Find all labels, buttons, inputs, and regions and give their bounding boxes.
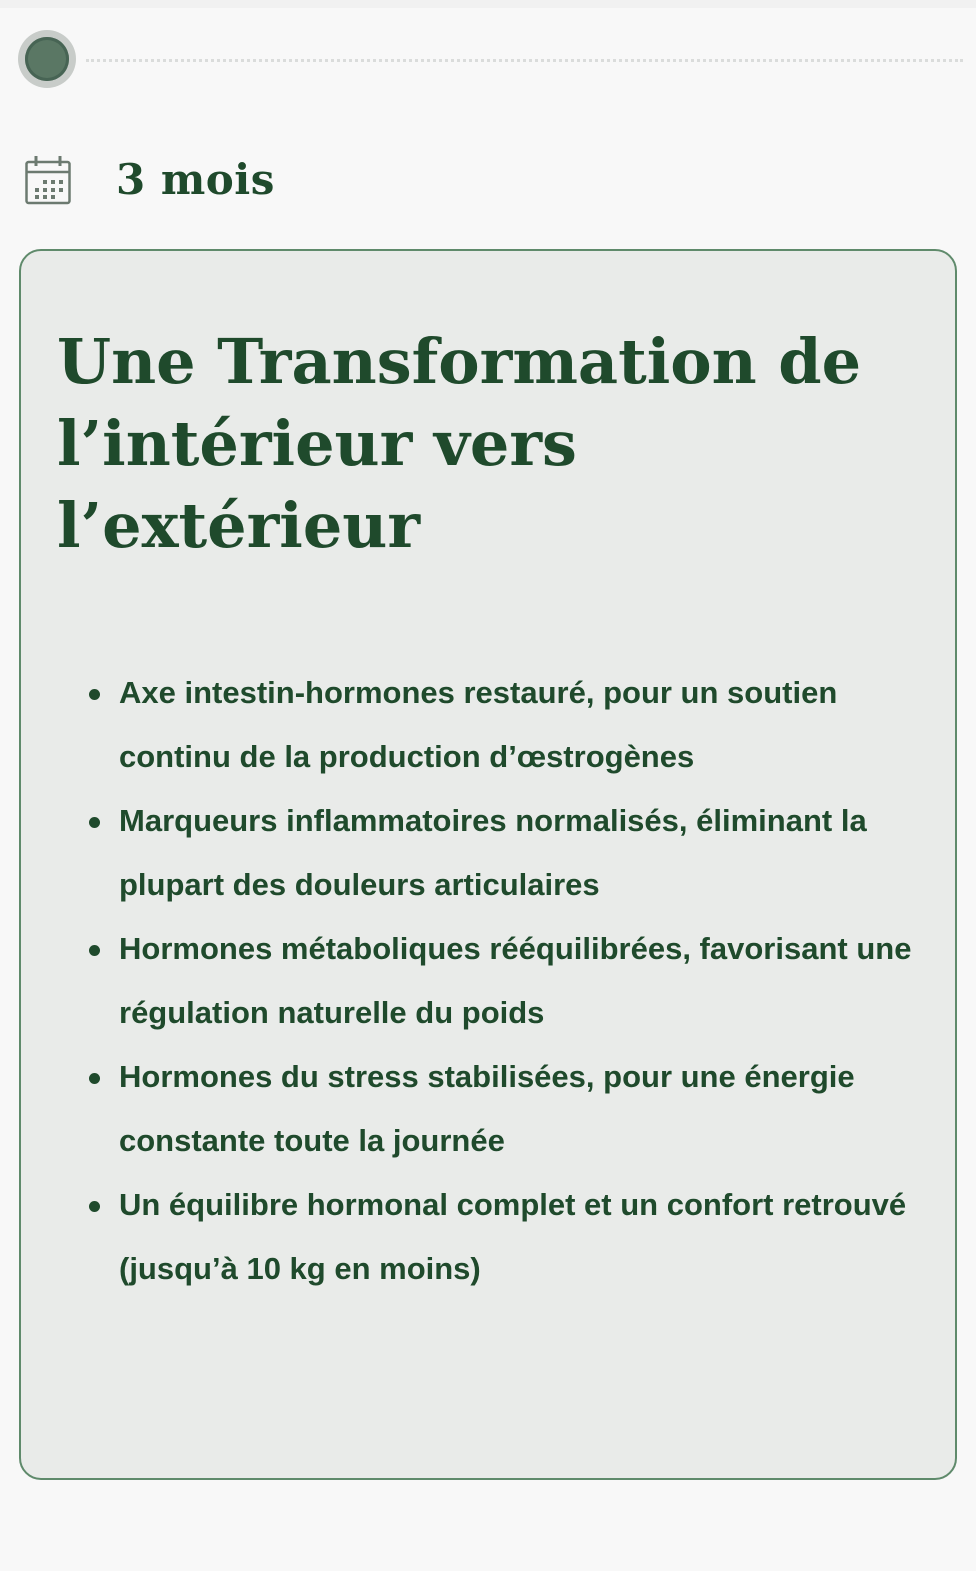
card-title: Une Transformation de l’intérieur vers l’extérieur [57, 325, 862, 562]
benefit-item [119, 661, 939, 789]
calendar-icon [24, 154, 72, 206]
bullet-icon [89, 817, 100, 828]
benefit-text: Un équilibre hormonal complet et un confort retrouvé (jusqu’à 10 kg en moins) [119, 1187, 907, 1286]
top-strip [0, 0, 976, 8]
bullet-icon [89, 1201, 100, 1212]
benefit-item [119, 917, 939, 1045]
benefit-item [119, 1173, 939, 1301]
bullet-icon [89, 689, 100, 700]
bullet-icon [89, 945, 100, 956]
timeline [18, 30, 963, 88]
benefit-text: Marqueurs inflammatoires normalisés, éliminant la plupart des douleurs articulaires [119, 803, 867, 902]
duration-header [24, 152, 275, 208]
timeline-dotted-line [86, 59, 963, 62]
timeline-dot [18, 30, 76, 88]
benefit-text: Axe intestin-hormones restauré, pour un soutien continu de la production d’œstrogènes [119, 675, 838, 774]
benefit-item [119, 1045, 939, 1173]
benefit-text: Hormones métaboliques rééquilibrées, favorisant une régulation naturelle du poids [119, 931, 912, 1030]
bullet-icon [89, 1073, 100, 1084]
benefit-item [119, 789, 939, 917]
duration-label: 3 mois [116, 155, 275, 204]
transformation-card [19, 249, 957, 1480]
benefits-list [79, 661, 939, 1301]
benefit-text: Hormones du stress stabilisées, pour une énergie constante toute la journée [119, 1059, 855, 1158]
